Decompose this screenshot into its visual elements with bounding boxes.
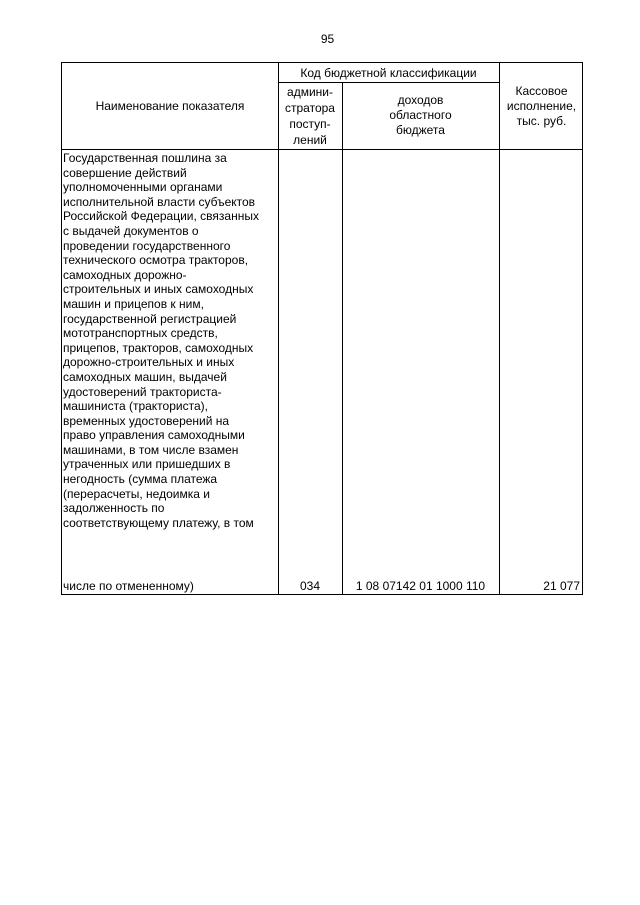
row-administrator-code: 034 [299,579,321,593]
header-administrator: админи- стратора поступ- лений [285,84,335,147]
page-number: 95 [320,32,335,46]
header-indicator-name: Наименование показателя [95,99,245,113]
header-bottom-border [62,149,582,150]
row-indicator-name: Государственная пошлина за совершение действий уполномоченными органами исполнительной власти субъектов Российской Федерации, связанных с выдачей документов о проведении государственного технического осмотра тракторов, самоходных дорожно- строительных и иных самоходных машин и прицепов к ним, государственной регистрацией мототранспортных средств, прицепов, тракторов, самоходных дорожно-строительных и иных самоходных машин, выдачей удостоверений тракториста- машиниста (тракториста), временных удостоверений на право управления самоходными машинами, в том числе взамен утраченных или пришедших в негодность (сумма платежа (перерасчеты, недоимка и задолженность по соответствующему платежу, в том [63,151,259,530]
row-income-code: 1 08 07142 01 1000 110 [355,579,486,593]
row-amount: 21 077 [543,579,580,593]
header-income-code: доходов областного бюджета [389,93,452,137]
column-divider [342,82,343,594]
budget-table [61,62,583,595]
header-budget-code: Код бюджетной классификации [300,65,477,80]
row-indicator-name-end: числе по отмененному) [63,579,194,593]
header-cash-execution: Кассовое исполнение, тыс. руб. [506,83,577,128]
